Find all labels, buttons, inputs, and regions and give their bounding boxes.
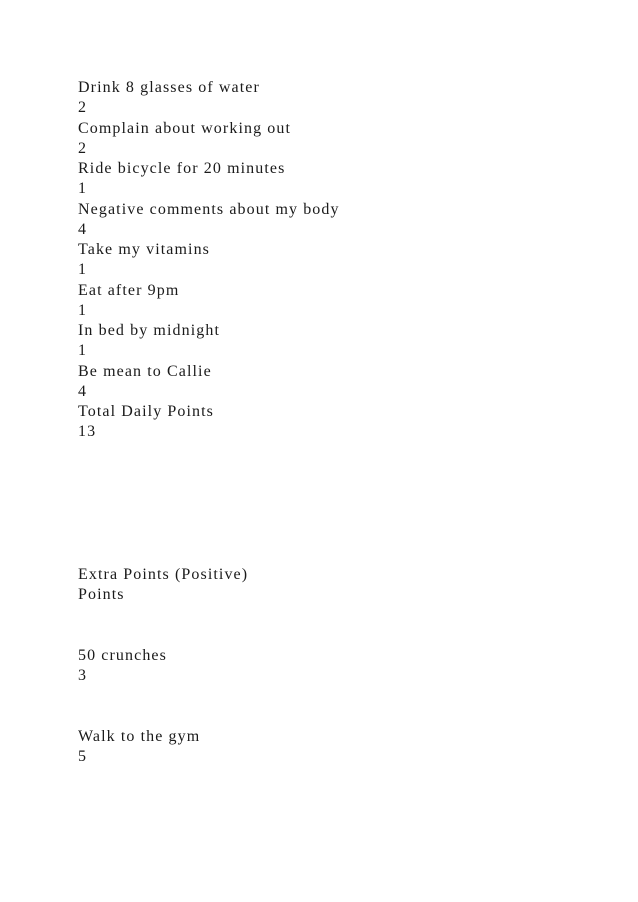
total-label: Total Daily Points bbox=[78, 403, 215, 420]
daily-item-label: Take my vitamins bbox=[78, 241, 211, 258]
daily-item-points: 2 bbox=[78, 140, 88, 157]
daily-item-label: In bed by midnight bbox=[78, 322, 221, 339]
daily-item-points: 1 bbox=[78, 180, 88, 197]
daily-item-points: 2 bbox=[78, 99, 88, 116]
total-value: 13 bbox=[78, 423, 97, 440]
daily-item-label: Ride bicycle for 20 minutes bbox=[78, 160, 286, 177]
extra-item-points: 5 bbox=[78, 748, 88, 765]
daily-item-points: 4 bbox=[78, 383, 88, 400]
daily-item-label: Drink 8 glasses of water bbox=[78, 79, 260, 96]
extra-item-points: 3 bbox=[78, 667, 88, 684]
daily-item-points: 4 bbox=[78, 221, 88, 238]
daily-item-points: 1 bbox=[78, 342, 88, 359]
daily-item-label: Complain about working out bbox=[78, 120, 292, 137]
extra-points-header: Points bbox=[78, 586, 125, 603]
extra-item-label: 50 crunches bbox=[78, 647, 167, 664]
daily-item-points: 1 bbox=[78, 302, 88, 319]
daily-item-points: 1 bbox=[78, 261, 88, 278]
daily-item-label: Eat after 9pm bbox=[78, 282, 180, 299]
extra-heading: Extra Points (Positive) bbox=[78, 566, 249, 583]
daily-item-label: Be mean to Callie bbox=[78, 363, 212, 380]
extra-item-label: Walk to the gym bbox=[78, 728, 201, 745]
daily-item-label: Negative comments about my body bbox=[78, 201, 340, 218]
